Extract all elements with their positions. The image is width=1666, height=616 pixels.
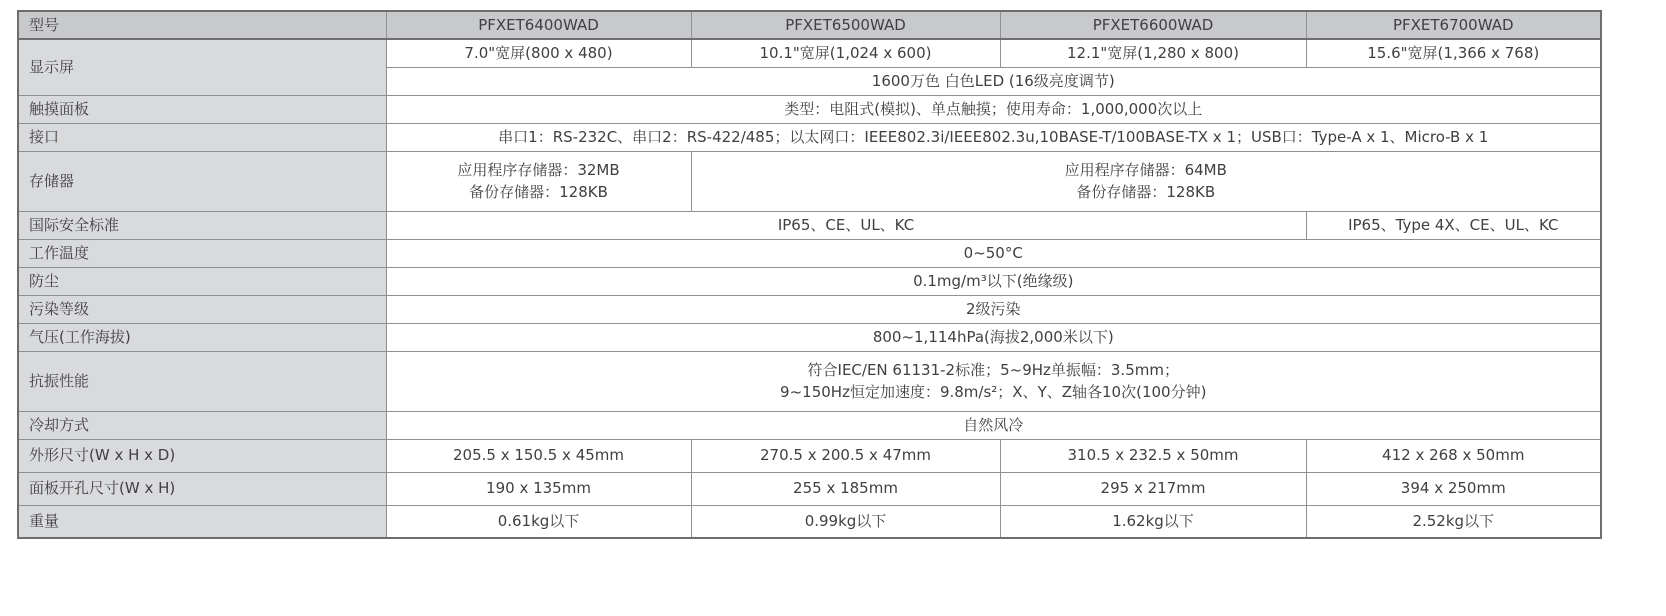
display-size-3: 12.1"宽屏(1,280 x 800) (1000, 39, 1306, 67)
memory-others (691, 151, 1601, 211)
weight-1: 0.61kg以下 (386, 505, 691, 538)
vibration-line2: 9~150Hz恒定加速度：9.8m/s²；X、Y、Z轴各10次(100分钟) (780, 383, 1207, 401)
model-header-row (18, 11, 1601, 39)
display-color-spec: 1600万色 白色LED (16级亮度调节) (386, 67, 1601, 95)
dimensions-row (18, 439, 1601, 472)
cutout-1: 190 x 135mm (386, 472, 691, 505)
model-name-4: PFXET6700WAD (1306, 11, 1601, 39)
weight-4: 2.52kg以下 (1306, 505, 1601, 538)
cutout-2: 255 x 185mm (691, 472, 1000, 505)
row-label-safety: 国际安全标准 (18, 211, 386, 239)
row-label-pollution: 污染等级 (18, 295, 386, 323)
vibration-line1: 符合IEC/EN 61131-2标准；5~9Hz单振幅：3.5mm； (807, 361, 1179, 379)
pressure-row (18, 323, 1601, 351)
memory-row (18, 151, 1601, 211)
dust-value: 0.1mg/m³以下(绝缘级) (386, 267, 1601, 295)
weight-row (18, 505, 1601, 538)
row-label-interfaces: 接口 (18, 123, 386, 151)
row-label-dimensions: 外形尺寸(W x H x D) (18, 439, 386, 472)
model-name-2: PFXET6500WAD (691, 11, 1000, 39)
row-label-vibration: 抗振性能 (18, 351, 386, 411)
vibration-row (18, 351, 1601, 411)
dust-row (18, 267, 1601, 295)
temperature-row (18, 239, 1601, 267)
interfaces-row (18, 123, 1601, 151)
row-label-memory: 存储器 (18, 151, 386, 211)
row-label-dust: 防尘 (18, 267, 386, 295)
safety-row (18, 211, 1601, 239)
vibration-value (386, 351, 1601, 411)
row-label-cutout: 面板开孔尺寸(W x H) (18, 472, 386, 505)
memory-model1-line1: 应用程序存储器：32MB (457, 161, 620, 179)
dimensions-3: 310.5 x 232.5 x 50mm (1000, 439, 1306, 472)
memory-model1-line2: 备份存储器：128KB (469, 183, 608, 201)
row-label-weight: 重量 (18, 505, 386, 538)
pollution-row (18, 295, 1601, 323)
cooling-value: 自然风冷 (386, 411, 1601, 439)
touch-panel-row (18, 95, 1601, 123)
cooling-row (18, 411, 1601, 439)
dimensions-4: 412 x 268 x 50mm (1306, 439, 1601, 472)
weight-2: 0.99kg以下 (691, 505, 1000, 538)
dimensions-1: 205.5 x 150.5 x 45mm (386, 439, 691, 472)
memory-others-line2: 备份存储器：128KB (1076, 183, 1216, 201)
memory-model1 (386, 151, 691, 211)
display-size-1: 7.0"宽屏(800 x 480) (386, 39, 691, 67)
model-name-1: PFXET6400WAD (386, 11, 691, 39)
temperature-value: 0~50°C (386, 239, 1601, 267)
row-label-touch-panel: 触摸面板 (18, 95, 386, 123)
row-label-cooling: 冷却方式 (18, 411, 386, 439)
touch-panel-value: 类型：电阻式(模拟)、单点触摸；使用寿命：1,000,000次以上 (386, 95, 1601, 123)
row-label-pressure: 气压(工作海拔) (18, 323, 386, 351)
safety-models123: IP65、CE、UL、KC (386, 211, 1306, 239)
row-label-model: 型号 (18, 11, 386, 39)
pollution-value: 2级污染 (386, 295, 1601, 323)
cutout-3: 295 x 217mm (1000, 472, 1306, 505)
interfaces-value: 串口1：RS-232C、串口2：RS-422/485；以太网口：IEEE802.3i/IEEE802.3u,10BASE-T/100BASE-TX x 1；USB口：Type-A x 1、Micro-B x 1 (386, 123, 1601, 151)
display-size-4: 15.6"宽屏(1,366 x 768) (1306, 39, 1601, 67)
memory-others-line1: 应用程序存储器：64MB (1064, 161, 1227, 179)
display-size-2: 10.1"宽屏(1,024 x 600) (691, 39, 1000, 67)
weight-3: 1.62kg以下 (1000, 505, 1306, 538)
row-label-display: 显示屏 (18, 39, 386, 95)
cutout-4: 394 x 250mm (1306, 472, 1601, 505)
cutout-row (18, 472, 1601, 505)
row-label-temperature: 工作温度 (18, 239, 386, 267)
pressure-value: 800~1,114hPa(海拔2,000米以下) (386, 323, 1601, 351)
product-spec-table (17, 10, 1602, 539)
dimensions-2: 270.5 x 200.5 x 47mm (691, 439, 1000, 472)
safety-model4: IP65、Type 4X、CE、UL、KC (1306, 211, 1601, 239)
display-size-row (18, 39, 1601, 67)
model-name-3: PFXET6600WAD (1000, 11, 1306, 39)
